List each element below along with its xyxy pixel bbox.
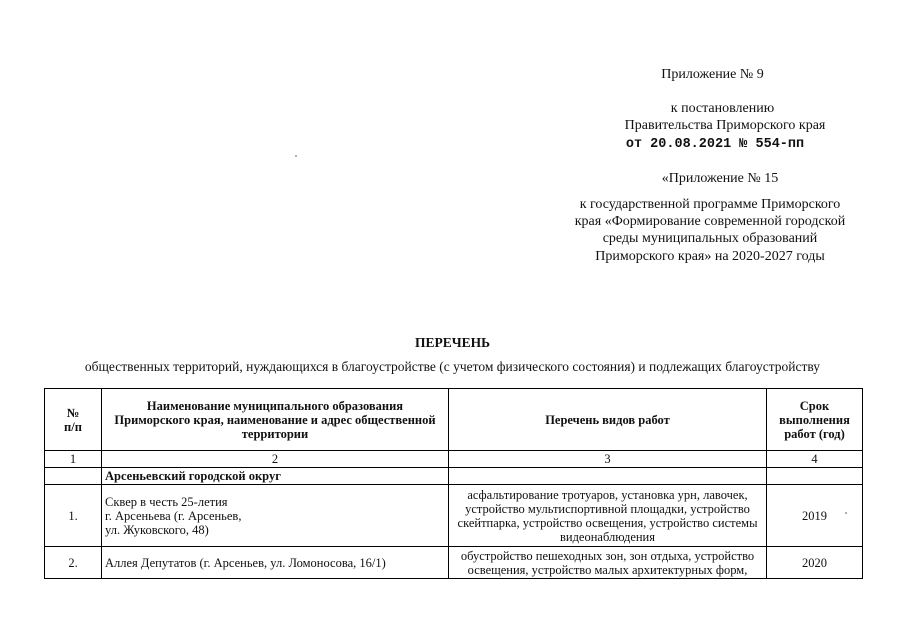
header-num: № п/п xyxy=(45,389,102,451)
group-name: Арсеньевский городской округ xyxy=(102,468,449,485)
table-row xyxy=(45,547,863,579)
appendix-number: Приложение № 9 xyxy=(661,67,764,82)
row-number: 1. xyxy=(45,485,102,547)
row-works: асфальтирование тротуаров, установка урн, лавочек, устройство мультиспортивной площадки, устройство скейтпарка, устройство освещения, устройство системы видеонаблюдения xyxy=(449,485,767,547)
group-row xyxy=(45,468,863,485)
row-name: Аллея Депутатов (г. Арсеньев, ул. Ломоносова, 16/1) xyxy=(102,547,449,579)
appendix-15: «Приложение № 15 xyxy=(661,171,779,186)
scan-speck xyxy=(295,155,297,157)
program-line-2: края «Формирование современной городской xyxy=(574,214,846,229)
column-number-row xyxy=(45,451,863,468)
row-works: обустройство пешеходных зон, зон отдыха, устройство освещения, устройство малых архитектурных форм, xyxy=(449,547,767,579)
government-name: Правительства Приморского края xyxy=(624,118,826,133)
program-line-3: среды муниципальных образований xyxy=(602,231,818,246)
table-header-row xyxy=(45,389,863,451)
row-number: 2. xyxy=(45,547,102,579)
column-number: 3 xyxy=(449,451,767,468)
header-works: Перечень видов работ xyxy=(449,389,767,451)
resolution-date: от 20.08.2021 № 554-пп xyxy=(625,137,805,152)
territories-table xyxy=(44,388,863,579)
column-number: 1 xyxy=(45,451,102,468)
program-line-1: к государственной программе Приморского xyxy=(579,197,841,212)
list-subheading: общественных территорий, нуждающихся в благоустройстве (с учетом физического состояния) и подлежащих благоустройству xyxy=(84,359,821,374)
column-number: 4 xyxy=(767,451,863,468)
row-name: Сквер в честь 25-летия г. Арсеньева (г. Арсеньев, ул. Жуковского, 48) xyxy=(102,485,449,547)
group-works-cell xyxy=(449,468,767,485)
group-term-cell xyxy=(767,468,863,485)
header-term: Срок выполнения работ (год) xyxy=(767,389,863,451)
row-year: 2019 xyxy=(767,485,863,547)
header-name: Наименование муниципального образования Приморского края, наименование и адрес общественной территории xyxy=(102,389,449,451)
row-year: 2020 xyxy=(767,547,863,579)
list-heading: ПЕРЕЧЕНЬ xyxy=(414,335,491,350)
group-num-cell xyxy=(45,468,102,485)
to-resolution: к постановлению xyxy=(670,101,775,116)
table-row xyxy=(45,485,863,547)
column-number: 2 xyxy=(102,451,449,468)
program-line-4: Приморского края» на 2020-2027 годы xyxy=(595,249,825,264)
